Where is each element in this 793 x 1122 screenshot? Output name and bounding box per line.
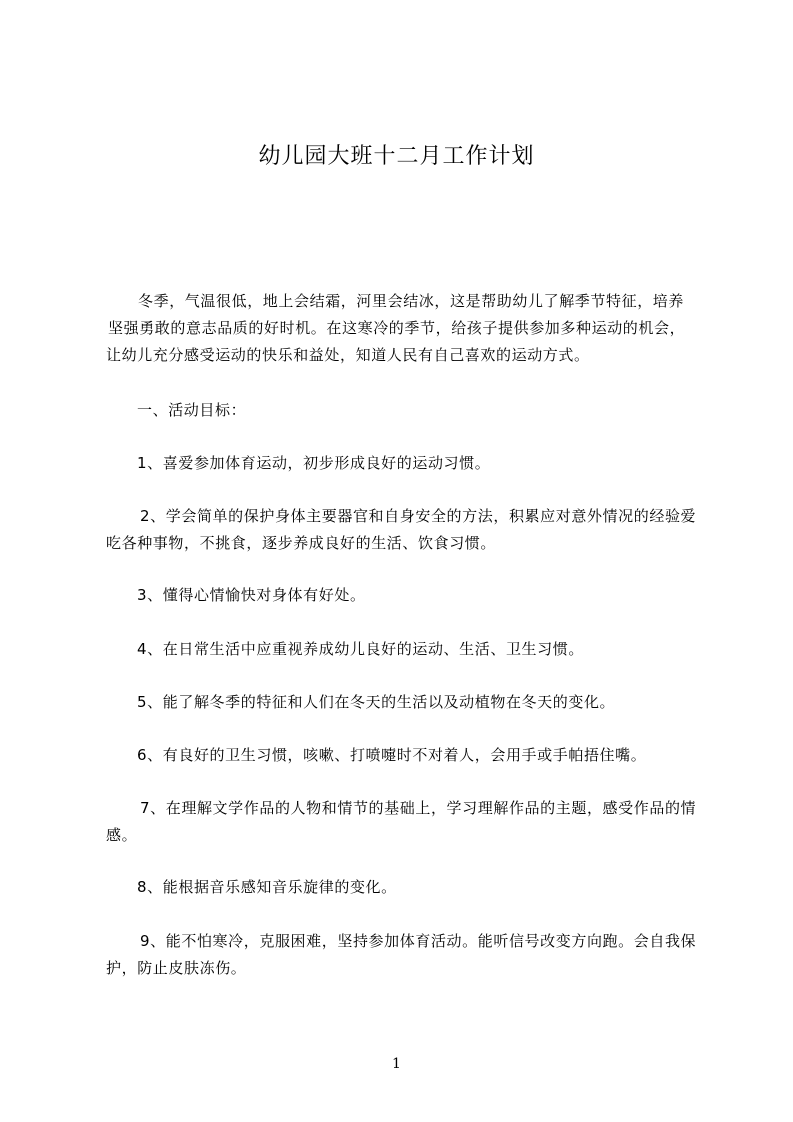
intro-line-2: 坚强勇敢的意志品质的好时机。在这寒冷的季节，给孩子提供参加多种运动的机会， <box>108 319 686 337</box>
intro-line-3: 让幼儿充分感受运动的快乐和益处，知道人民有自己喜欢的运动方式。 <box>106 346 590 364</box>
goal-2-line-1: 2、学会简单的保护身体主要器官和自身安全的方法，积累应对意外情况的经验爱 <box>140 507 697 525</box>
page-number: 1 <box>392 1056 401 1072</box>
goal-4-line-1: 4、在日常生活中应重视养成幼儿良好的运动、生活、卫生习惯。 <box>137 640 584 658</box>
document-title: 幼儿园大班十二月工作计划 <box>258 144 535 169</box>
goal-5-line-1: 5、能了解冬季的特征和人们在冬天的生活以及动植物在冬天的变化。 <box>137 693 616 711</box>
goal-2-line-2: 吃各种事物，不挑食，逐步养成良好的生活、饮食习惯。 <box>106 534 497 552</box>
goal-9-line-1: 9、能不怕寒冷，克服困难，坚持参加体育活动。能听信号改变方向跑。会自我保 <box>140 932 697 950</box>
goal-7-line-2: 感。 <box>106 826 138 844</box>
goal-6-line-1: 6、有良好的卫生习惯，咳嗽、打喷嚏时不对着人，会用手或手帕捂住嘴。 <box>137 746 647 764</box>
goal-1-line-1: 1、喜爱参加体育运动，初步形成良好的运动习惯。 <box>137 454 491 472</box>
goal-3-line-1: 3、懂得心情愉快对身体有好处。 <box>137 586 366 604</box>
section-heading: 一、活动目标： <box>137 401 247 419</box>
goal-7-line-1: 7、在理解文学作品的人物和情节的基础上，学习理解作品的主题，感受作品的情 <box>140 799 697 817</box>
intro-line-1: 冬季，气温很低，地上会结霜，河里会结冰，这是帮助幼儿了解季节特征，培养 <box>138 292 685 310</box>
goal-9-line-2: 护，防止皮肤冻伤。 <box>106 959 247 977</box>
goal-8-line-1: 8、能根据音乐感知音乐旋律的变化。 <box>137 878 397 896</box>
